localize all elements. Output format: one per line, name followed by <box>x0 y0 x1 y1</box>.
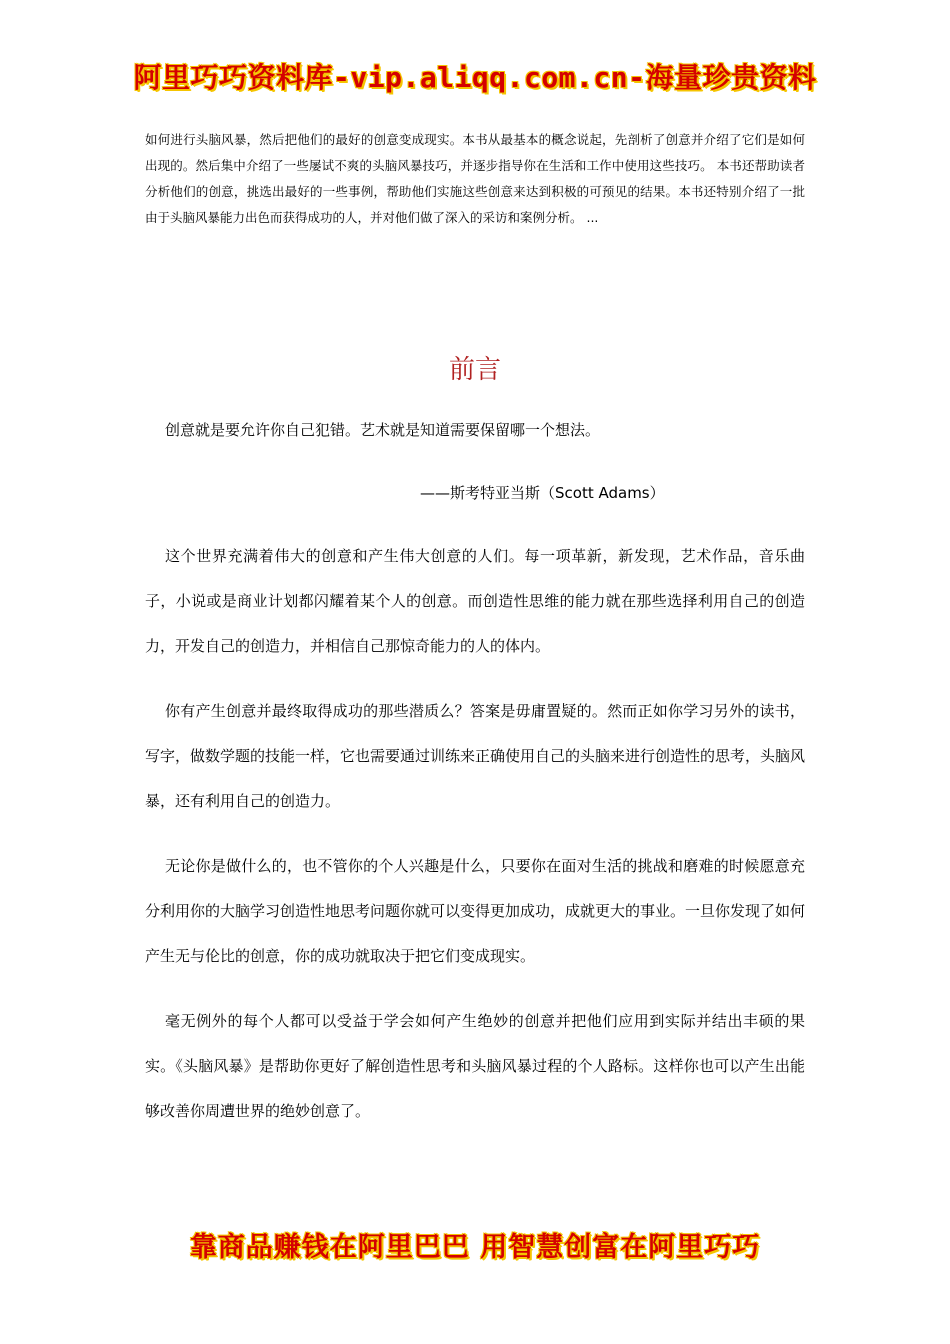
header-banner: 阿里巧巧资料库-vip.aliqq.com.cn-海量珍贵资料 <box>133 61 817 94</box>
paragraph-1: 这个世界充满着伟大的创意和产生伟大创意的人们。每一项革新，新发现，艺术作品，音乐曲子，小说或是商业计划都闪耀着某个人的创意。而创造性思维的能力就在那些选择利用自己的创造力，开发自己的创造力，并相信自己那惊奇能力的人的体内。 <box>145 547 805 655</box>
epigraph-quote: 创意就是要允许你自己犯错。艺术就是知道需要保留哪一个想法。 <box>165 421 601 439</box>
epigraph-attribution: ——斯考特亚当斯（Scott Adams） <box>420 484 665 502</box>
paragraph-2: 你有产生创意并最终取得成功的那些潜质么？答案是毋庸置疑的。然而正如你学习另外的读书，写字，做数学题的技能一样，它也需要通过训练来正确使用自己的头脑来进行创造性的思考，头脑风暴，还有利用自己的创造力。 <box>145 702 806 810</box>
paragraph-3: 无论你是做什么的，也不管你的个人兴趣是什么，只要你在面对生活的挑战和磨难的时候愿意充分利用你的大脑学习创造性地思考问题你就可以变得更加成功，成就更大的事业。一旦你发现了如何产生无与伦比的创意，你的成功就取决于把它们变成现实。 <box>145 857 806 965</box>
preface-body <box>145 534 805 1154</box>
paragraph-4: 毫无例外的每个人都可以受益于学会如何产生绝妙的创意并把他们应用到实际并结出丰硕的果实。《头脑风暴》是帮助你更好了解创造性思考和头脑风暴过程的个人路标。这样你也可以产生出能够改善你周遭世界的绝妙创意了。 <box>145 1012 805 1120</box>
footer-banner: 靠商品赚钱在阿里巴巴 用智慧创富在阿里巧巧 <box>189 1232 761 1263</box>
intro-text: 如何进行头脑风暴，然后把他们的最好的创意变成现实。本书从最基本的概念说起，先剖析了创意并介绍了它们是如何出现的。然后集中介绍了一些屡试不爽的头脑风暴技巧，并逐步指导你在生活和工作中使用这些技巧。 本书还帮助读者分析他们的创意，挑选出最好的一些事例，帮助他们实施这些创意来达到积极的可预见的结果。本书还特别介绍了一批由于头脑风暴能力出色而获得成功的人，并对他们做了深入的采访和案例分析。 ... <box>145 132 805 225</box>
section-title: 前言 <box>448 355 501 385</box>
